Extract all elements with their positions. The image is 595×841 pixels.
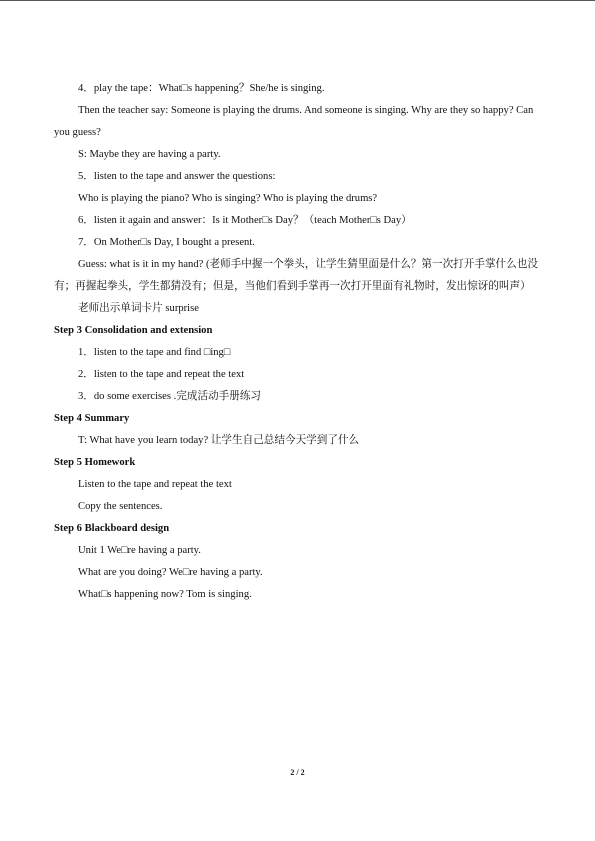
text-line: 1．listen to the tape and find □ing□: [78, 347, 231, 358]
page-number: 2 / 2: [290, 768, 305, 777]
text-line: 2．listen to the tape and repeat the text: [78, 369, 245, 380]
document-body: [54, 78, 544, 606]
text-line: What□s happening now? Tom is singing.: [78, 589, 252, 600]
text-line: 6．listen it again and answer：Is it Mother□s Day？（teach Mother□s Day）: [78, 215, 412, 226]
text-line: 4．play the tape：What□s happening？She/he is singing.: [78, 83, 325, 94]
text-line: 5．listen to the tape and answer the questions:: [78, 171, 276, 182]
text-line: 3．do some exercises .完成活动手册练习: [78, 391, 262, 402]
section-heading: Step 4 Summary: [54, 413, 130, 424]
text-paragraph: Then the teacher say: Someone is playing the drums. And someone is singing. Why are they so happy? Can you guess?: [54, 105, 534, 138]
text-paragraph: Guess: what is it in my hand? (老师手中握一个拳头，让学生猜里面是什么？第一次打开手掌什么也没有；再握起拳头，学生都猜没有；但是，当他们看到手掌再一次打开里面有礼物时，发出惊讶的叫声）: [54, 259, 538, 292]
text-line: Copy the sentences.: [78, 501, 163, 512]
text-line: S: Maybe they are having a party.: [78, 149, 221, 160]
section-heading: Step 5 Homework: [54, 457, 136, 468]
text-line: Listen to the tape and repeat the text: [78, 479, 232, 490]
top-rule: [0, 0, 595, 1]
text-line: What are you doing? We□re having a party.: [78, 567, 263, 578]
section-heading: Step 6 Blackboard design: [54, 523, 170, 534]
text-line: 老师出示单词卡片 surprise: [78, 303, 199, 314]
text-line: T: What have you learn today? 让学生自己总结今天学到了什么: [78, 435, 360, 446]
text-line: Unit 1 We□re having a party.: [78, 545, 201, 556]
text-line: 7．On Mother□s Day, I bought a present.: [78, 237, 255, 248]
text-line: Who is playing the piano? Who is singing? Who is playing the drums?: [78, 193, 378, 204]
section-heading: Step 3 Consolidation and extension: [54, 325, 213, 336]
